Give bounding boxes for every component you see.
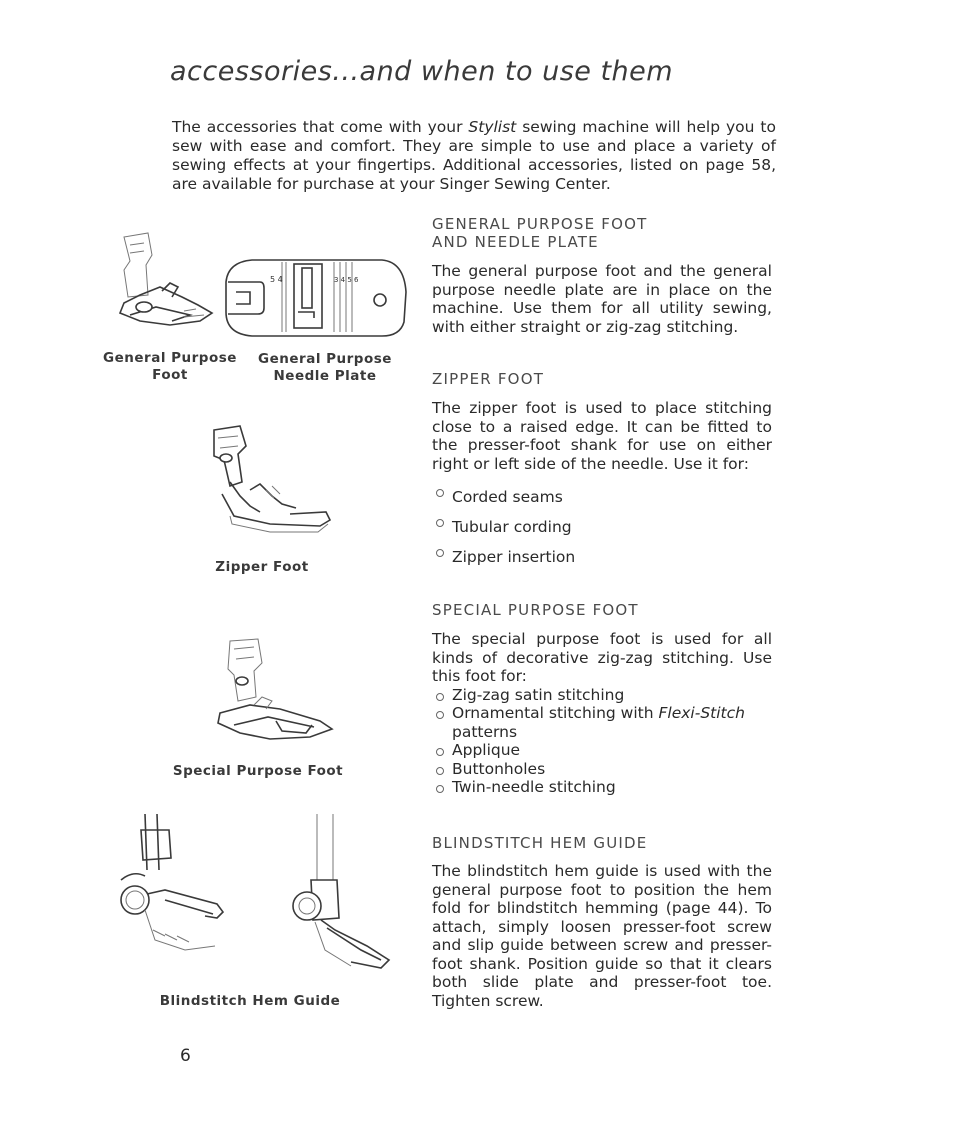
list-item: Tubular cording [432, 512, 772, 542]
body-blindstitch: The blindstitch hem guide is used with the general purpose foot to position the hem fold for blindstitch hemming (page 44). To attach, simply loosen presser-foot screw and slip guide between screw and presser-foot shank. Position guide so that it clears both slide plate and presser-foot toe. Tighten screw. [432, 862, 772, 1010]
heading-zipper: ZIPPER FOOT [432, 370, 545, 388]
zipper-foot-illustration [200, 420, 345, 545]
list-zipper [432, 482, 772, 572]
special-purpose-foot-illustration [210, 635, 340, 750]
list-item: Corded seams [432, 482, 772, 512]
plate-markings-right: 3 4 5 6 [334, 276, 359, 284]
body-zipper: The zipper foot is used to place stitching close to a raised edge. It can be fitted to the presser-foot shank for use on either right or left side of the needle. Use it for: [432, 399, 772, 473]
heading-general-line2: AND NEEDLE PLATE [432, 233, 599, 251]
caption-special-purpose-foot: Special Purpose Foot [172, 763, 344, 779]
caption-blindstitch-guide: Blindstitch Hem Guide [159, 993, 341, 1009]
list-item: Applique [432, 741, 772, 760]
needle-plate-illustration [222, 252, 407, 342]
section-special [432, 601, 772, 797]
page-number: 6 [180, 1046, 191, 1066]
section-general [432, 215, 772, 336]
intro-text-end: sewing machine will help you to sew with ease and comfort. They are simple to use and place a variety of sewing effects at your fingertips. Additional accessories, listed on page 58, are available for purchase at your Singer Sewing Center. [172, 118, 776, 193]
section-zipper [432, 370, 772, 572]
general-purpose-foot-illustration [100, 225, 220, 345]
intro-text-start: The accessories that come with your [172, 118, 469, 136]
heading-special: SPECIAL PURPOSE FOOT [432, 601, 639, 619]
list-item-ornamental [432, 704, 772, 741]
list-item: Zipper insertion [432, 542, 772, 572]
page-title: accessories...and when to use them [170, 56, 674, 87]
section-blindstitch [432, 834, 772, 1010]
list-item: Zig-zag satin stitching [432, 686, 772, 705]
caption-needle-plate: General Purpose Needle Plate [258, 351, 392, 384]
heading-general-line1: GENERAL PURPOSE FOOT [432, 215, 648, 233]
list-special [432, 686, 772, 797]
ornamental-text-end: patterns [452, 722, 518, 741]
ornamental-text: Ornamental stitching with [452, 704, 659, 722]
blindstitch-guide-illustration [105, 810, 405, 995]
body-special: The special purpose foot is used for all kinds of decorative zig-zag stitching. Use this foot for: [432, 630, 772, 685]
caption-zipper-foot: Zipper Foot [215, 559, 309, 575]
caption-general-purpose-foot: General Purpose Foot [103, 350, 237, 383]
list-item: Buttonholes [432, 760, 772, 779]
list-item: Twin-needle stitching [432, 778, 772, 797]
ornamental-flexi-stitch: Flexi-Stitch [658, 704, 745, 722]
heading-blindstitch: BLINDSTITCH HEM GUIDE [432, 834, 648, 852]
body-general: The general purpose foot and the general purpose needle plate are in place on the machine. Use them for all utility sewing, with either straight or zig-zag stitching. [432, 262, 772, 336]
intro-paragraph [172, 118, 776, 194]
intro-model-name: Stylist [468, 118, 517, 136]
plate-markings-left: 5 4 [270, 275, 283, 284]
